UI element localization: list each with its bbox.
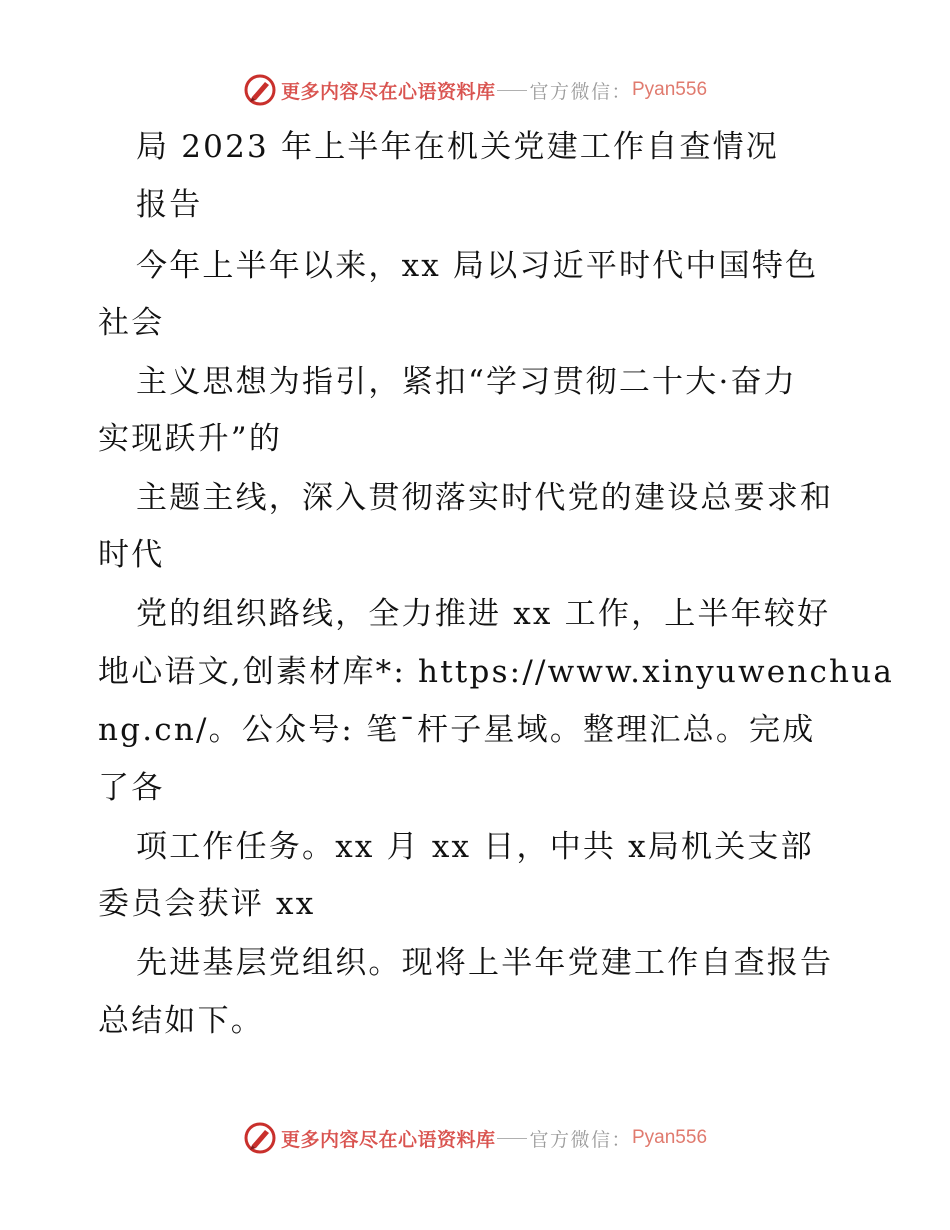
- banner-brand-text: 更多内容尽在心语资料库: [280, 80, 496, 103]
- banner-wechat-label: 官方微信：: [529, 1128, 632, 1151]
- banner-wechat-id: Pyan556: [632, 1127, 708, 1148]
- paragraph-line: 委员会获评 xx: [98, 886, 316, 922]
- paragraph-line: 党的组织路线，全力推进 xx 工作，上半年较好: [136, 596, 831, 632]
- paragraph-line: 今年上半年以来，xx 局以习近平时代中国特色: [136, 248, 819, 284]
- paragraph-line: 先进基层党组织。现将上半年党建工作自查报告: [136, 945, 834, 981]
- paragraph-line: 主义思想为指引，紧扣“学习贯彻二十大·奋力: [136, 364, 797, 400]
- paragraph-line: 主题主线，深入贯彻落实时代党的建设总要求和: [136, 480, 834, 516]
- banner-brand-text: 更多内容尽在心语资料库: [280, 1128, 496, 1151]
- paragraph-line: ng.cn/。公众号: 笔¯杆子星域。整理汇总。完成: [98, 712, 816, 748]
- header-banner: [0, 70, 950, 110]
- pen-logo-icon: [243, 1121, 277, 1155]
- paragraph-line: 时代: [98, 537, 165, 573]
- paragraph-line: 地心语文,创素材库*: https://www.xinyuwenchua: [98, 654, 895, 690]
- paragraph-line: 总结如下。: [98, 1003, 264, 1039]
- footer-banner: [0, 1118, 950, 1158]
- banner-wechat-label: 官方微信：: [529, 80, 632, 103]
- paragraph-line: 了各: [98, 770, 165, 806]
- banner-wechat-id: Pyan556: [632, 79, 708, 100]
- banner-dash: [497, 1138, 527, 1139]
- paragraph-line: 项工作任务。xx 月 xx 日，中共 x局机关支部: [136, 829, 814, 865]
- paragraph-line: 社会: [98, 305, 165, 341]
- document-title-line-2: 报告: [136, 187, 203, 223]
- pen-logo-icon: [243, 73, 277, 107]
- paragraph-line: 实现跃升”的: [98, 421, 283, 457]
- banner-dash: [497, 90, 527, 91]
- document-title-line-1: 局 2023 年上半年在机关党建工作自查情况: [136, 129, 779, 165]
